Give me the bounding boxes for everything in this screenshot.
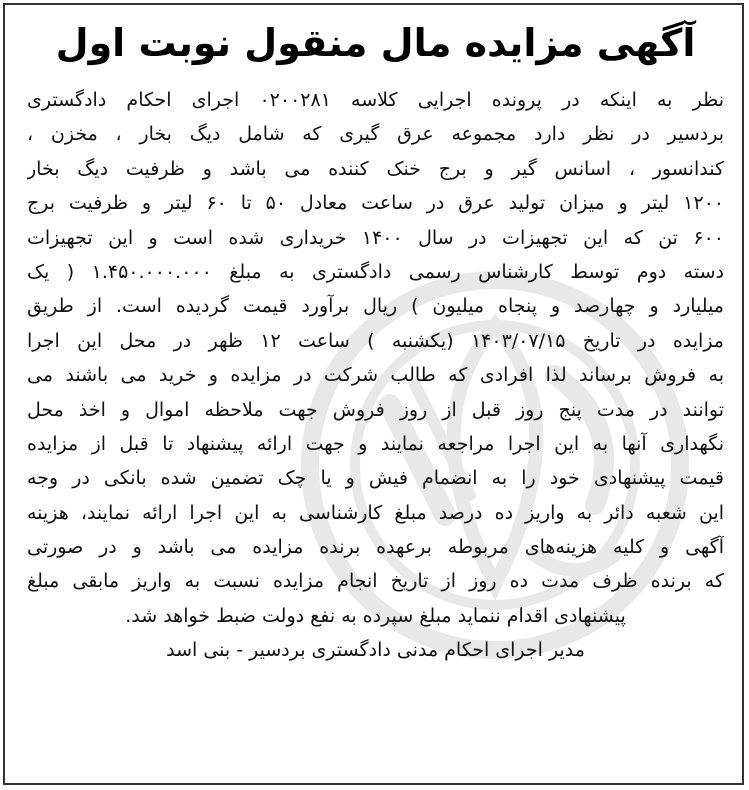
notice-line: این شعبه دائر به واریز ده درصد مبلغ کارشناسی به این اجرا ارائه نمایند، هزینه [27,501,724,524]
notice-line: قیمت پیشنهادی خود را به انضمام فیش و یا چک تضمین شده بانکی در وجه [27,467,724,490]
notice-frame [3,3,744,785]
notice-line: آگهی و کلیه هزینه‌های مربوطه برعهده برنده مزایده می باشد و در صورتی [27,536,724,559]
notice-line: کندانسور ، اسانس گیر و برج خنک کننده می باشد و ظرفیت دیگ بخار [27,157,724,180]
notice-line: به فروش برساند لذا افرادی که طالب شرکت در مزایده و خرید می باشند می [27,364,724,387]
notice-line: ۱۲۰۰ لیتر و میزان تولید عرق در ساعت معادل ۵۰ تا ۶۰ لیتر و ظرفیت برج [27,192,724,215]
notice-signature: مدیر اجرای احکام مدنی دادگستری بردسیر - بنی اسد [166,639,585,662]
notice-line: توانند در مدت پنج روز قبل از روز فروش جهت ملاحظه اموال و اخذ محل [27,398,724,421]
notice-line: میلیارد و چهارصد و پنجاه میلیون ) ریال برآورد قیمت گردیده است. از طریق [27,295,724,318]
notice-line: دسته دوم توسط کارشناس رسمی دادگستری به مبلغ ۱.۴۵۰.۰۰۰.۰۰۰ ( یک [27,260,724,283]
notice-title: آگهی مزایده مال منقول نوبت اول [55,21,696,65]
notice-body [27,83,724,668]
notice-line: نگهداری آنها به این اجرا مراجعه نمایند و جهت ارائه پیشنهاد تا قبل از مزایده [27,432,724,455]
notice-line: نظر به اینکه در پرونده اجرایی کلاسه ۰۲۰۰۲۸۱ اجرای احکام دادگستری [27,89,724,111]
notice-line: مزایده در تاریخ ۱۴۰۳/۰۷/۱۵ (یکشنبه ) ساعت ۱۲ ظهر در محل این اجرا [27,329,724,352]
notice-line: پیشنهادی اقدام ننماید مبلغ سپرده به نفع دولت ضبط خواهد شد. [125,604,626,627]
notice-line: بردسیر در نظر دارد مجموعه عرق گیری که شامل دیگ بخار ، مخزن ، [27,123,724,146]
notice-line: ۶۰۰ تن که این تجهیزات در سال ۱۴۰۰ خریداری شده است و این تجهیزات [27,226,724,249]
notice-line: که برنده ظرف مدت ده روز از تاریخ انجام مزایده نسبت به واریز مابقی مبلغ [27,570,724,593]
